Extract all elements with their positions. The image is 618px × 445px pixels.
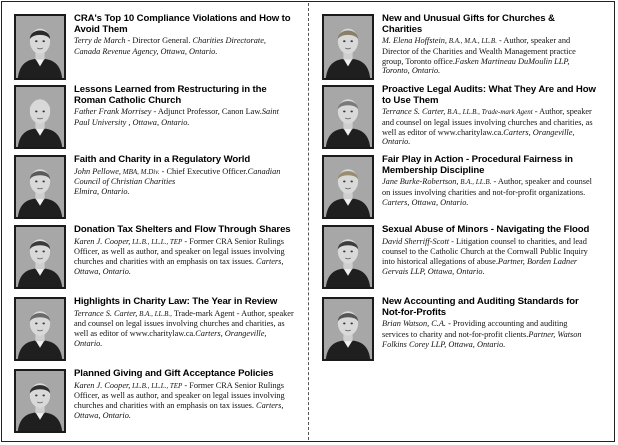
speaker-name: David Sherriff-Scott [382, 236, 450, 246]
speaker-photo [322, 155, 374, 219]
speaker-name: Terrance S. Carter, [74, 308, 138, 318]
speaker-credentials: MBA, M.Div. [121, 167, 160, 176]
speaker-photo [14, 155, 66, 219]
speaker-credentials: LL.B., LL.L., TEP [130, 237, 183, 246]
speaker-name: Father Frank Morrisey [74, 107, 152, 117]
speaker-entry [322, 14, 596, 80]
speaker-role: - Director General. [125, 36, 193, 46]
speaker-photo [14, 85, 66, 149]
speaker-photo [322, 85, 374, 149]
speaker-name: John Pellowe, [74, 166, 122, 176]
speaker-name: Terry de March [74, 36, 126, 46]
speaker-entry [322, 297, 596, 361]
speaker-text [74, 369, 294, 420]
speaker-photo [322, 297, 374, 361]
speaker-affiliation: Carters, Ottawa, Ontario. [74, 401, 284, 420]
speaker-photo [322, 225, 374, 289]
speaker-name: M. Elena Hoffstein, [382, 36, 447, 46]
speaker-affiliation: Carters, Orangeville, Ontario. [74, 329, 267, 348]
speaker-entry [14, 14, 294, 80]
speaker-name: Jane Burke-Robertson, [382, 177, 459, 187]
speaker-text [382, 155, 596, 207]
speaker-bio [382, 177, 596, 207]
speaker-entry [14, 85, 294, 149]
speaker-role: Trade-mark Agent - Author, speaker and counsel on legal issues involving churches and charities, as well as editor of www.charitylaw.ca. [74, 308, 294, 338]
speaker-entry [322, 225, 596, 289]
speaker-role: - Providing accounting and auditing services to charity and not-for-profit clients. [382, 319, 568, 339]
speaker-text [74, 155, 294, 197]
speaker-text [382, 14, 596, 76]
speaker-text [74, 14, 294, 57]
speaker-affiliation: Partner, Borden Ladner Gervais LLP, Ottawa, Ontario. [382, 257, 578, 276]
speaker-credentials: B.A., M.A., LL.B. [446, 37, 497, 46]
speaker-role: - Adjunct Professor, Canon Law. [151, 107, 262, 117]
speaker-bio [382, 107, 596, 147]
speaker-affiliation: Saint Paul University , Ottawa, Ontario. [74, 107, 279, 127]
speaker-text [382, 225, 596, 276]
speaker-location: Elmira, Ontario. [74, 187, 130, 196]
speaker-bio [74, 167, 294, 197]
speaker-bio [382, 319, 596, 349]
speaker-role: - Former CRA Senior Rulings Officer, as well as author, and speaker on legal issues involving churches and charities with an emphasis on tax issues. [74, 380, 285, 410]
speaker-bio [382, 237, 596, 277]
speaker-photo [322, 14, 374, 80]
speaker-photo [14, 369, 66, 433]
column-divider [308, 3, 309, 440]
speaker-affiliation: Carters, Ottawa, Ontario. [74, 257, 284, 276]
speaker-name: Terrance S. Carter, [382, 107, 446, 117]
speaker-photo [14, 14, 66, 80]
session-title: New and Unusual Gifts for Churches & Charities [382, 13, 555, 35]
speaker-bio [74, 381, 294, 421]
session-title: Donation Tax Shelters and Flow Through Shares [74, 224, 291, 235]
speaker-entry [322, 155, 596, 219]
session-title: Sexual Abuse of Minors - Navigating the Flood [382, 224, 590, 235]
speaker-entry [14, 225, 294, 289]
session-title: Planned Giving and Gift Acceptance Policies [74, 368, 274, 379]
speaker-text [74, 85, 294, 128]
session-title: Fair Play in Action - Procedural Fairness in Membership Discipline [382, 154, 573, 176]
session-title: Lessons Learned from Restructuring in the Roman Catholic Church [74, 84, 267, 106]
session-title: CRA's Top 10 Compliance Violations and How to Avoid Them [74, 13, 291, 35]
session-title: New Accounting and Auditing Standards for Not-for-Profits [382, 296, 579, 318]
speaker-name: Brian Watson, C.A. [382, 319, 447, 329]
speaker-role: - Author, speaker and counsel on issues involving charities and not-for-profit organizations. [382, 177, 592, 197]
speaker-bio [382, 36, 596, 76]
speaker-credentials: B.A., LL.B., [137, 309, 172, 318]
speaker-bio [74, 36, 294, 56]
speaker-affiliation: Canadian Council of Christian Charities [74, 166, 281, 187]
speaker-name: Karen J. Cooper, [74, 380, 131, 390]
speaker-bio [74, 309, 294, 349]
speaker-affiliation: Fasken Martineau DuMoulin LLP, Toronto, Ontario. [382, 56, 570, 76]
session-title: Highlights in Charity Law: The Year in Review [74, 296, 278, 307]
speaker-bio [74, 237, 294, 277]
speaker-text [382, 297, 596, 349]
speaker-credentials: B.A., LL.B., Trade-mark Agent [445, 108, 533, 117]
speaker-photo [14, 297, 66, 361]
speaker-entry [14, 369, 294, 433]
speaker-credentials: B.A., LL.B. [458, 178, 492, 187]
speaker-text [382, 85, 596, 147]
speaker-role: - Former CRA Senior Rulings Officer, as well as author, and speaker on legal issues involving churches and charities with an emphasis on tax issues. [74, 236, 285, 266]
speaker-role: - Author, speaker and Director of the Charities and Wealth Management practice group, Toronto office. [382, 36, 576, 66]
speaker-role: - Litigation counsel to charities, and lead counsel to the Catholic Church at the Cornwall Public Inquiry into historical allegations of abuse. [382, 236, 588, 266]
speaker-entry [14, 155, 294, 219]
speaker-affiliation: Charities Directorate, Canada Revenue Agency, Ottawa, Ontario. [74, 36, 266, 56]
speaker-bio [74, 107, 294, 127]
speaker-text [74, 297, 294, 348]
speaker-credentials: LL.B., LL.L., TEP [130, 381, 183, 390]
speaker-affiliation: Partner, Watson Folkins Corey LLP, Ottawa, Ontario. [382, 329, 582, 349]
speaker-photo [14, 225, 66, 289]
speaker-role: - Author, speaker and counsel on legal issues involving churches and charities, as well as editor of www.charitylaw.ca. [382, 107, 593, 137]
speaker-entry [14, 297, 294, 361]
session-title: Proactive Legal Audits: What They Are and How to Use Them [382, 84, 596, 106]
session-title: Faith and Charity in a Regulatory World [74, 154, 251, 165]
speaker-affiliation: Carters, Orangeville, Ontario. [382, 127, 575, 147]
speaker-text [74, 225, 294, 276]
speaker-entry [322, 85, 596, 149]
speaker-name: Karen J. Cooper, [74, 236, 131, 246]
speaker-affiliation: Carters, Ottawa, Ontario. [382, 197, 469, 207]
speaker-role: - Chief Executive Officer. [159, 166, 248, 176]
